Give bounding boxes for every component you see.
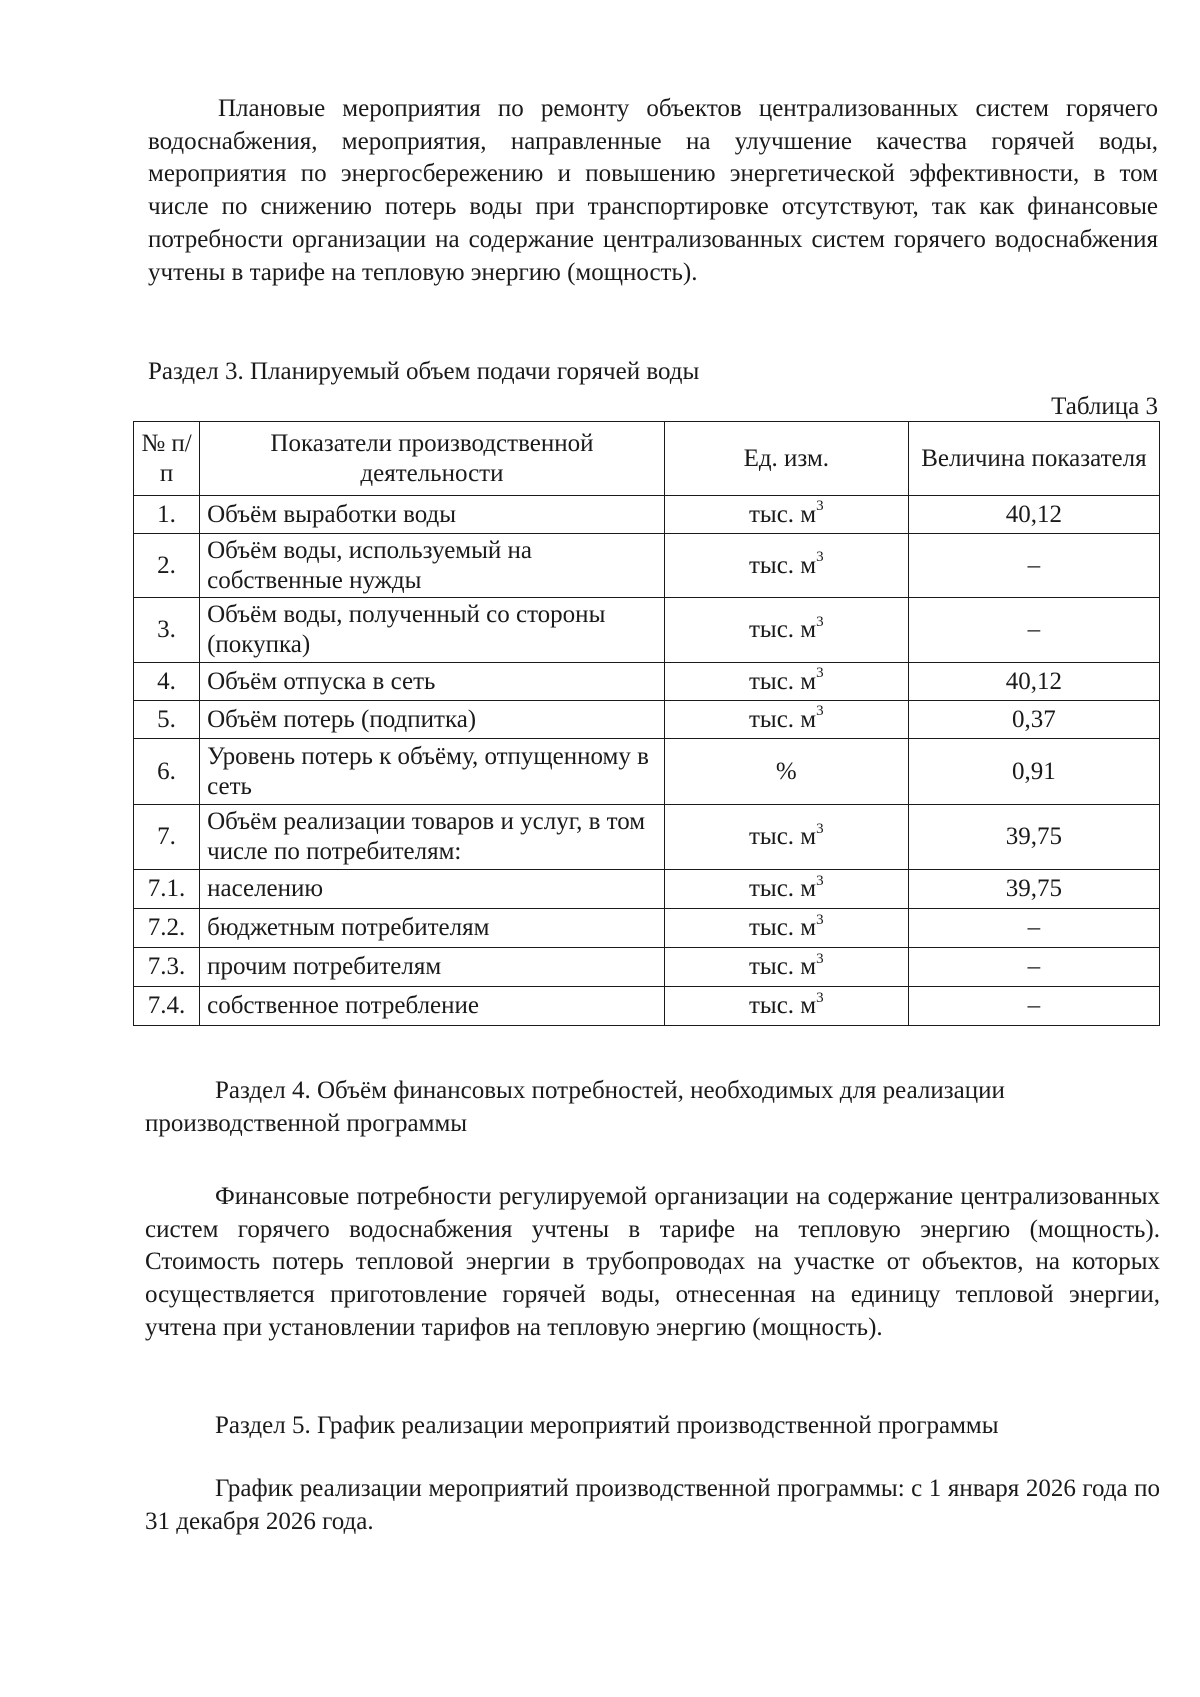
row-name: Объём выработки воды — [200, 496, 665, 534]
row-num: 7.3. — [134, 948, 200, 987]
table-row — [134, 948, 1160, 987]
row-value: – — [908, 598, 1159, 663]
row-value: 40,12 — [908, 663, 1159, 701]
row-name: прочим потребителям — [200, 948, 665, 987]
row-num: 6. — [134, 739, 200, 805]
section-4-title: Раздел 4. Объём финансовых потребностей, необходимых для реализации производственной программы — [145, 1077, 1005, 1137]
unit-exponent: 3 — [816, 989, 824, 1006]
row-unit — [664, 663, 908, 701]
volume-table — [133, 421, 1160, 1026]
row-name: Объём реализации товаров и услуг, в том числе по потребителям: — [200, 805, 665, 870]
unit-exponent: 3 — [816, 498, 824, 515]
section-3-title: Раздел 3. Планируемый объем подачи горячей воды — [148, 358, 700, 385]
row-num: 7.2. — [134, 909, 200, 948]
row-unit — [664, 739, 908, 805]
row-num: 7. — [134, 805, 200, 870]
unit-text: тыс. м — [748, 914, 817, 941]
unit-text: тыс. м — [748, 953, 817, 980]
row-unit — [664, 987, 908, 1026]
table-row — [134, 870, 1160, 909]
unit-text: тыс. м — [748, 551, 817, 579]
row-num: 5. — [134, 701, 200, 739]
row-value: 40,12 — [908, 496, 1159, 534]
table-row — [134, 534, 1160, 598]
table-row — [134, 909, 1160, 948]
unit-text: тыс. м — [748, 616, 817, 643]
unit-text: тыс. м — [748, 992, 817, 1019]
intro-paragraph: Плановые мероприятия по ремонту объектов централизованных систем горячего водоснабжения, мероприятия, направленные на улучшение качества горячей воды, мероприятия по энергосбережению и повышению энергетической эффективности, в том числе по снижению потерь воды при транспортировке отсутствуют, так как финансовые потребности организации на содержание централизованных систем горячего водоснабжения учтены в тарифе на тепловую энергию (мощность). — [148, 95, 1158, 286]
row-unit — [664, 948, 908, 987]
row-name: бюджетным потребителям — [200, 909, 665, 948]
row-name: Уровень потерь к объёму, отпущенному в сеть — [200, 739, 665, 805]
row-value: – — [908, 534, 1159, 598]
row-value: 0,37 — [908, 701, 1159, 739]
financial-paragraph: Финансовые потребности регулируемой организации на содержание централизованных систем горячего водоснабжения учтены в тарифе на тепловую энергию (мощность). Стоимость потерь тепловой энергии в трубопроводах на участке от объектов, на которых осуществляется приготовление горячей воды, отнесенная на единицу тепловой энергии, учтена при установлении тарифов на тепловую энергию (мощность). — [145, 1183, 1160, 1341]
unit-exponent: 3 — [816, 872, 824, 889]
table-row — [134, 739, 1160, 805]
row-value: – — [908, 909, 1159, 948]
row-name: собственное потребление — [200, 987, 665, 1026]
header-indicator: Показатели производственной деятельности — [200, 422, 665, 496]
row-name: населению — [200, 870, 665, 909]
unit-exponent: 3 — [816, 950, 824, 967]
row-unit — [664, 598, 908, 663]
unit-exponent: 3 — [816, 703, 824, 720]
row-unit — [664, 534, 908, 598]
table-row — [134, 496, 1160, 534]
row-name: Объём отпуска в сеть — [200, 663, 665, 701]
unit-exponent: 3 — [816, 549, 824, 566]
header-num: № п/п — [134, 422, 200, 496]
row-num: 7.4. — [134, 987, 200, 1026]
row-name: Объём потерь (подпитка) — [200, 701, 665, 739]
row-unit — [664, 496, 908, 534]
row-num: 3. — [134, 598, 200, 663]
unit-exponent: 3 — [816, 911, 824, 928]
row-num: 7.1. — [134, 870, 200, 909]
row-num: 1. — [134, 496, 200, 534]
table-row — [134, 663, 1160, 701]
table-header-row — [134, 422, 1160, 496]
row-value: 39,75 — [908, 805, 1159, 870]
row-unit — [664, 805, 908, 870]
unit-text: тыс. м — [748, 667, 817, 695]
unit-text: тыс. м — [748, 500, 817, 528]
row-num: 2. — [134, 534, 200, 598]
header-value: Величина показателя — [908, 422, 1159, 496]
row-unit — [664, 909, 908, 948]
row-value: – — [908, 948, 1159, 987]
row-unit — [664, 701, 908, 739]
row-value: 0,91 — [908, 739, 1159, 805]
row-value: – — [908, 987, 1159, 1026]
row-name: Объём воды, используемый на собственные нужды — [200, 534, 665, 598]
row-name: Объём воды, полученный со стороны (покупка) — [200, 598, 665, 663]
table-row — [134, 805, 1160, 870]
row-unit — [664, 870, 908, 909]
schedule-paragraph: График реализации мероприятий производственной программы: с 1 января 2026 года по 31 декабря 2026 года. — [145, 1475, 1160, 1535]
unit-text: % — [775, 757, 797, 785]
section-5-title: Раздел 5. График реализации мероприятий производственной программы — [215, 1412, 999, 1439]
unit-text: тыс. м — [748, 823, 817, 850]
table-row — [134, 701, 1160, 739]
unit-text: тыс. м — [748, 705, 817, 733]
unit-exponent: 3 — [816, 665, 824, 682]
row-value: 39,75 — [908, 870, 1159, 909]
table-row — [134, 598, 1160, 663]
row-num: 4. — [134, 663, 200, 701]
unit-text: тыс. м — [748, 875, 817, 902]
table-caption: Таблица 3 — [1051, 393, 1158, 420]
header-unit: Ед. изм. — [664, 422, 908, 496]
unit-exponent: 3 — [816, 820, 824, 837]
unit-exponent: 3 — [816, 613, 824, 630]
table-row — [134, 987, 1160, 1026]
